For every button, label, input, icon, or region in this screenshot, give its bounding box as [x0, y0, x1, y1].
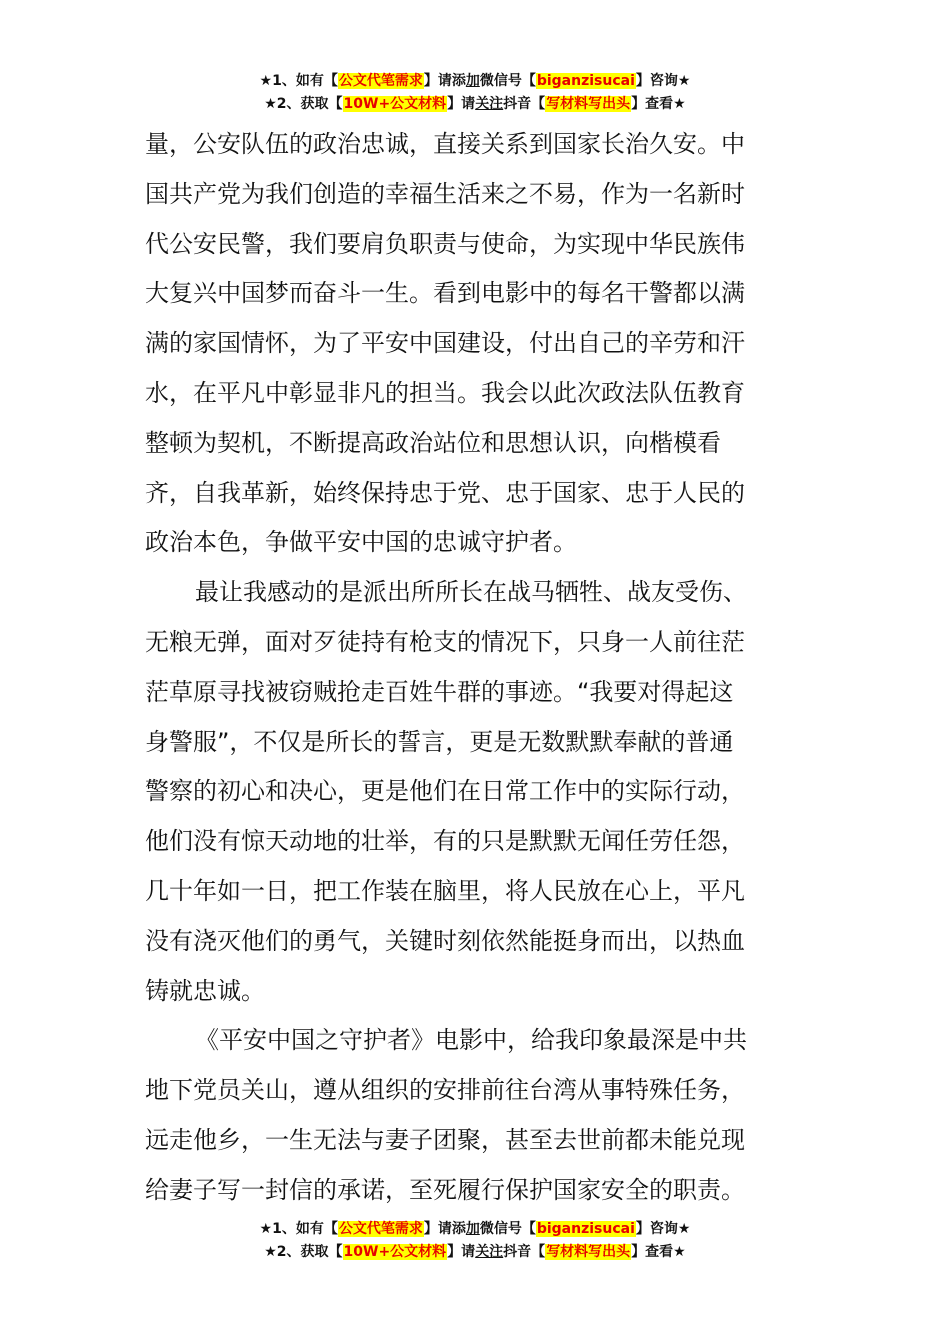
body-line: 满的家国情怀，为了平安中国建设，付出自己的辛劳和汗: [145, 329, 745, 358]
body-line: 茫草原寻找被窃贼抢走百姓牛群的事迹。“我要对得起这: [145, 677, 734, 706]
banner-wechat-id: biganzisucai: [536, 73, 635, 89]
banner-highlight: 10W+公文材料: [343, 96, 447, 112]
banner-text: 】查看★: [631, 1244, 686, 1260]
banner-douyin-id: 写材料写出头: [546, 1244, 631, 1260]
banner-wechat-id: biganzisucai: [536, 1221, 635, 1237]
banner-underline: 加: [465, 1221, 480, 1237]
body-line: 给妻子写一封信的承诺，至死履行保护国家安全的职责。: [145, 1175, 745, 1204]
banner-text: 微信号【: [479, 1221, 536, 1237]
banner-line-1: [0, 1218, 950, 1241]
banner-highlight: 公文代笔需求: [338, 73, 423, 89]
body-line: 整顿为契机，不断提高政治站位和思想认识，向楷模看: [145, 428, 721, 457]
body-line: 政治本色，争做平安中国的忠诚守护者。: [145, 528, 577, 557]
banner-highlight: 公文代笔需求: [338, 1221, 423, 1237]
banner-text: 】咨询★: [635, 1221, 691, 1237]
banner-text: 】请: [447, 96, 476, 112]
banner-text: 】请: [447, 1244, 476, 1260]
banner-text: 抖音【: [503, 96, 546, 112]
body-line: 警察的初心和决心，更是他们在日常工作中的实际行动，: [145, 777, 745, 806]
banner-highlight: 10W+公文材料: [343, 1244, 447, 1260]
banner-underline: 关注: [475, 1244, 504, 1260]
body-line: 地下党员关山，遵从组织的安排前往台湾从事特殊任务，: [145, 1076, 745, 1105]
header-banner: [0, 70, 950, 116]
banner-text: 】咨询★: [635, 73, 691, 89]
banner-text: ★1、如有【: [259, 1221, 338, 1237]
body-line: 代公安民警，我们要肩负职责与使命，为实现中华民族伟: [145, 229, 745, 258]
footer-banner: [0, 1218, 950, 1264]
body-line: 量，公安队伍的政治忠诚，直接关系到国家长治久安。中: [145, 130, 745, 158]
paragraph-start-line: 最让我感动的是派出所所长在战马牺牲、战友受伤、: [195, 578, 747, 607]
banner-text: ★1、如有【: [259, 73, 338, 89]
body-line: 没有浇灭他们的勇气，关键时刻依然能挺身而出，以热血: [145, 926, 745, 955]
body-line: 无粮无弹，面对歹徒持有枪支的情况下，只身一人前往茫: [145, 627, 745, 656]
banner-underline: 关注: [475, 96, 504, 112]
paragraph-start-line: 《平安中国之守护者》电影中，给我印象最深是中共: [195, 1026, 747, 1055]
banner-text: 微信号【: [479, 73, 536, 89]
banner-text: ★2、获取【: [264, 1244, 343, 1260]
banner-douyin-id: 写材料写出头: [546, 96, 631, 112]
banner-line-2: [0, 93, 950, 116]
body-line: 铸就忠诚。: [145, 976, 265, 1005]
banner-text: 】查看★: [631, 96, 686, 112]
banner-text: ★2、获取【: [264, 96, 343, 112]
body-line: 几十年如一日，把工作装在脑里，将人民放在心上，平凡: [145, 876, 745, 905]
banner-text: 抖音【: [503, 1244, 546, 1260]
document-body: [145, 120, 785, 1216]
banner-text: 】请添: [423, 1221, 466, 1237]
body-line: 远走他乡，一生无法与妻子团聚，甚至去世前都未能兑现: [145, 1125, 745, 1154]
body-line: 国共产党为我们创造的幸福生活来之不易，作为一名新时: [145, 179, 745, 208]
banner-underline: 加: [465, 73, 480, 89]
body-line: 齐，自我革新，始终保持忠于党、忠于国家、忠于人民的: [145, 478, 745, 507]
body-line: 大复兴中国梦而奋斗一生。看到电影中的每名干警都以满: [145, 279, 745, 308]
banner-line-2: [0, 1241, 950, 1264]
banner-text: 】请添: [423, 73, 466, 89]
banner-line-1: [0, 70, 950, 93]
body-line: 水，在平凡中彰显非凡的担当。我会以此次政法队伍教育: [145, 378, 745, 407]
body-line: 他们没有惊天动地的壮举，有的只是默默无闻任劳任怨，: [145, 827, 745, 856]
body-line: 身警服”，不仅是所长的誓言，更是无数默默奉献的普通: [145, 727, 734, 756]
